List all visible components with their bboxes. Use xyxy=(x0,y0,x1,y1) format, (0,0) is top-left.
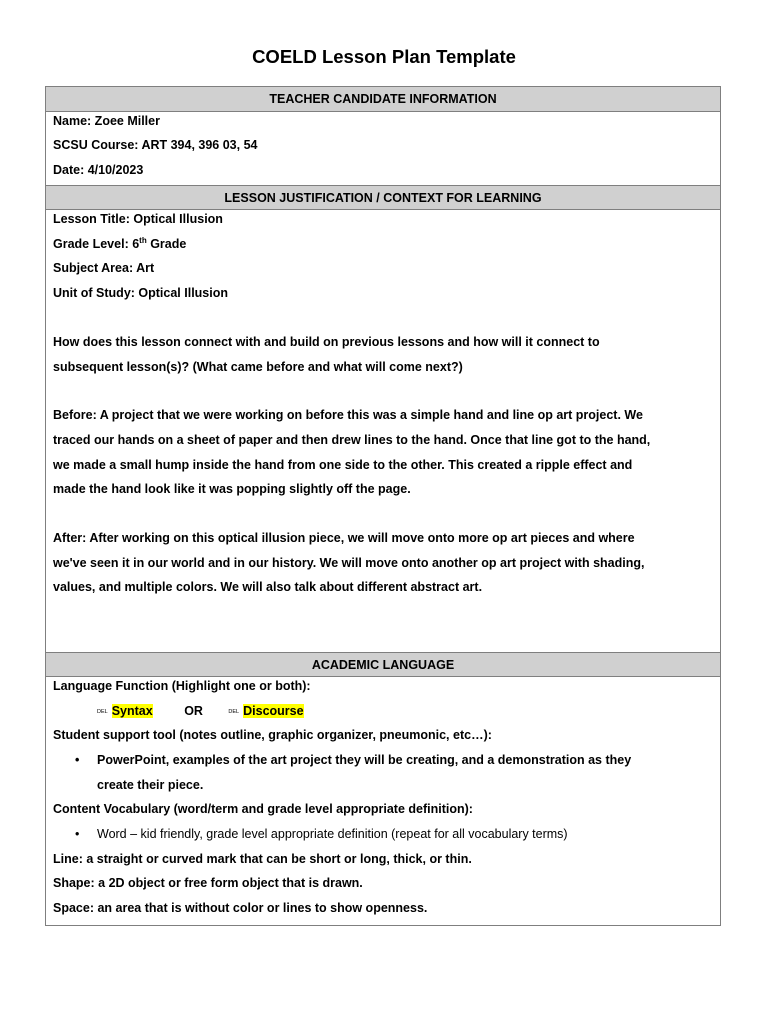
before-line: traced our hands on a sheet of paper and then drew lines to the hand. Once that line got to the hand, xyxy=(53,433,651,447)
before-line: Before: A project that we were working on before this was a simple hand and line op art project. We xyxy=(53,408,643,422)
term-line: Line: a straight or curved mark that can be short or long, thick, or thin. xyxy=(53,852,472,866)
lesson-title: Lesson Title: Optical Illusion xyxy=(53,212,223,226)
section-header-academic: ACADEMIC LANGUAGE xyxy=(46,652,720,677)
lesson-plan-table xyxy=(45,86,721,926)
grade-level: Grade Level: 6th Grade xyxy=(53,235,187,251)
teacher-course: SCSU Course: ART 394, 396 03, 54 xyxy=(53,138,258,152)
before-line: made the hand look like it was popping slightly off the page. xyxy=(53,482,411,496)
option-syntax: Syntax xyxy=(111,704,153,718)
bullet-dot: • xyxy=(75,753,80,767)
vocab-label: Content Vocabulary (word/term and grade level appropriate definition): xyxy=(53,802,473,816)
question-line: subsequent lesson(s)? (What came before and what will come next?) xyxy=(53,360,463,374)
teacher-name: Name: Zoee Miller xyxy=(53,114,160,128)
term-shape: Shape: a 2D object or free form object that is drawn. xyxy=(53,876,363,890)
language-function-options xyxy=(97,703,304,719)
question-line: How does this lesson connect with and build on previous lessons and how will it connect to xyxy=(53,335,600,349)
after-line: we've seen it in our world and in our history. We will move onto another op art project with shading, xyxy=(53,556,645,570)
page-title: COELD Lesson Plan Template xyxy=(252,46,516,67)
bullet-dot: • xyxy=(75,827,80,841)
unit-of-study: Unit of Study: Optical Illusion xyxy=(53,286,228,300)
option-discourse: Discourse xyxy=(243,704,304,718)
support-bullet-line: PowerPoint, examples of the art project they will be creating, and a demonstration as they xyxy=(97,753,632,767)
language-function-label: Language Function (Highlight one or both): xyxy=(53,679,311,693)
del-mark: DEL xyxy=(228,708,240,715)
option-or: OR xyxy=(184,704,203,718)
before-line: we made a small hump inside the hand from one side to the other. This created a ripple effect and xyxy=(53,458,633,472)
support-tool-label: Student support tool (notes outline, graphic organizer, pneumonic, etc…): xyxy=(53,728,492,742)
teacher-date: Date: 4/10/2023 xyxy=(53,163,144,177)
term-space: Space: an area that is without color or lines to show openness. xyxy=(53,901,428,915)
support-bullet-line: create their piece. xyxy=(97,778,204,792)
subject-area: Subject Area: Art xyxy=(53,261,155,275)
after-line: After: After working on this optical illusion piece, we will move onto more op art pieces and where xyxy=(53,531,635,545)
section-header-justification: LESSON JUSTIFICATION / CONTEXT FOR LEARNING xyxy=(46,185,720,210)
section-header-teacher: TEACHER CANDIDATE INFORMATION xyxy=(46,87,720,112)
after-line: values, and multiple colors. We will also talk about different abstract art. xyxy=(53,580,483,594)
del-mark: DEL xyxy=(97,708,108,715)
vocab-bullet: Word – kid friendly, grade level appropriate definition (repeat for all vocabulary terms) xyxy=(97,827,568,841)
